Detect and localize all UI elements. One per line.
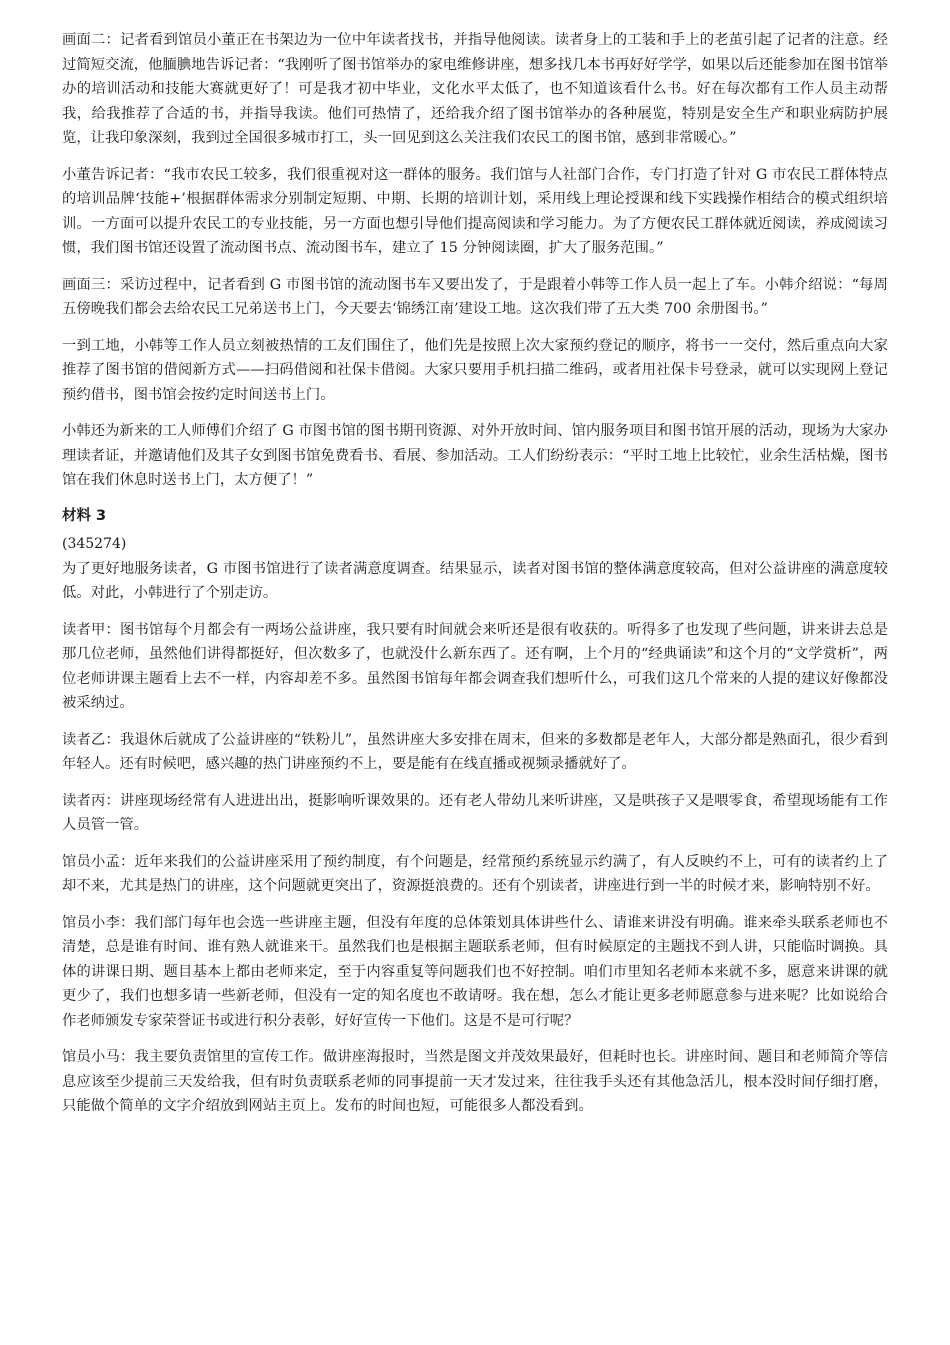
paragraph-construction-site: 一到工地，小韩等工作人员立刻被热情的工友们围住了，他们先是按照上次大家预约登记的顺序，将书一一交付，然后重点向大家推荐了图书馆的借阅新方式——扫码借阅和社保卡借阅。大家只要用手机扫描二维码，或者用社保卡号登录，就可以实现网上登记预约借书，图书馆会按约定时间送书上门。 [62,337,888,403]
document-page [62,28,888,1131]
paragraph-xiaodong-statement: 小董告诉记者：“我市农民工较多，我们很重视对这一群体的服务。我们馆与人社部门合作，专门打造了针对 G 市农民工群体特点的培训品牌‘技能+’根据群体需求分别制定短期、中期、长期的培训计划，采用线上理论授课和线下实践操作相结合的模式组织培训。一方面可以提升农民工的专业技能，另一方面也想引导他们提高阅读和学习能力。为了方便农民工群体就近阅读，养成阅读习惯，我们图书馆还设置了流动图书点、流动图书车，建立了 15 分钟阅读圈，扩大了服务范围。” [62,166,888,256]
paragraph-librarian-li: 馆员小李：我们部门每年也会选一些讲座主题，但没有年度的总体策划具体讲些什么、请谁来讲没有明确。谁来牵头联系老师也不清楚，总是谁有时间、谁有熟人就谁来干。虽然我们也是根据主题联系老师，但有时候原定的主题找不到人讲，只能临时调换。具体的讲课日期、题目基本上都由老师来定，至于内容重复等问题我们也不好控制。咱们市里知名老师本来就不多，愿意来讲课的就更少了，我们也想多请一些新老师，但没有一定的知名度也不敢请呀。我在想，怎么才能让更多老师愿意参与进来呢？比如说给合作老师颁发专家荣誉证书或进行积分表彰，好好宣传一下他们。这是不是可行呢？ [62,914,888,1029]
paragraph-librarian-meng: 馆员小孟：近年来我们的公益讲座采用了预约制度，有个问题是，经常预约系统显示约满了，有人反映约不上，可有的读者约上了却不来，尤其是热门的讲座，这个问题就更突出了，资源挺浪费的。还有个别读者，讲座进行到一半的时候才来，影响特别不好。 [62,853,888,894]
paragraph-scene-two: 画面二：记者看到馆员小董正在书架边为一位中年读者找书，并指导他阅读。读者身上的工装和手上的老茧引起了记者的注意。经过简短交流，他腼腆地告诉记者：“我刚听了图书馆举办的家电维修讲座，想多找几本书再好好学学，如果以后还能参加在图书馆举办的培训活动和技能大赛就更好了！可是我才初中毕业，文化水平太低了，也不知道该看什么书。好在每次都有工作人员主动帮我，给我推荐了合适的书，并指导我读。他们可热情了，还给我介绍了图书馆举办的各种展览，特别是安全生产和职业病防护展览，让我印象深刻，我到过全国很多城市打工，头一回见到这么关注我们农民工的图书馆，感到非常暖心。” [62,32,888,146]
paragraph-reader-a: 读者甲：图书馆每个月都会有一两场公益讲座，我只要有时间就会来听还是很有收获的。听得多了也发现了些问题，讲来讲去总是那几位老师，虽然他们讲得都挺好，但次数多了，也就没什么新东西了。还有啊，上个月的“经典诵读”和这个月的“文学赏析”，两位老师讲课主题看上去不一样，内容却差不多。虽然图书馆每年都会调查我们想听什么，可我们这几个常来的人提的建议好像都没被采纳过。 [62,621,888,711]
paragraph-reader-c: 读者丙：讲座现场经常有人进进出出，挺影响听课效果的。还有老人带幼儿来听讲座，又是哄孩子又是喂零食，希望现场能有工作人员管一管。 [62,792,888,833]
paragraph-xiaohan-intro: 小韩还为新来的工人师傅们介绍了 G 市图书馆的图书期刊资源、对外开放时间、馆内服务项目和图书馆开展的活动，现场为大家办理读者证，并邀请他们及其子女到图书馆免费看书、看展、参加活动。工人们纷纷表示：“平时工地上比较忙，业余生活枯燥，图书馆在我们休息时送书上门，太方便了！” [62,423,888,488]
paragraph-reader-b: 读者乙：我退休后就成了公益讲座的“铁粉儿”，虽然讲座大多安排在周末，但来的多数都是老年人，大部分都是熟面孔，很少看到年轻人。还有时候吧，感兴趣的热门讲座预约不上，要是能有在线直播或视频录播就好了。 [62,731,888,772]
paragraph-scene-three: 画面三：采访过程中，记者看到 G 市图书馆的流动图书车又要出发了，于是跟着小韩等工作人员一起上了车。小韩介绍说：“每周五傍晚我们都会去给农民工兄弟送书上门，今天要去‘锦绣江南’建设工地。这次我们带了五大类 700 余册图书。” [62,276,888,317]
section-heading: 材料 3 [62,507,107,524]
paragraph-survey: 为了更好地服务读者，G 市图书馆进行了读者满意度调查。结果显示，读者对图书馆的整体满意度较高，但对公益讲座的满意度较低。对此，小韩进行了个别走访。 [62,560,888,601]
paragraph-librarian-ma: 馆员小马：我主要负责馆里的宣传工作。做讲座海报时，当然是图文并茂效果最好，但耗时也长。讲座时间、题目和老师简介等信息应该至少提前三天发给我，但有时负责联系老师的同事提前一天才发过来，往往我手头还有其他急活儿，根本没时间仔细打磨，只能做个简单的文字介绍放到网站主页上。发布的时间也短，可能很多人都没看到。 [62,1049,888,1114]
section-code: (345274) [62,535,127,552]
